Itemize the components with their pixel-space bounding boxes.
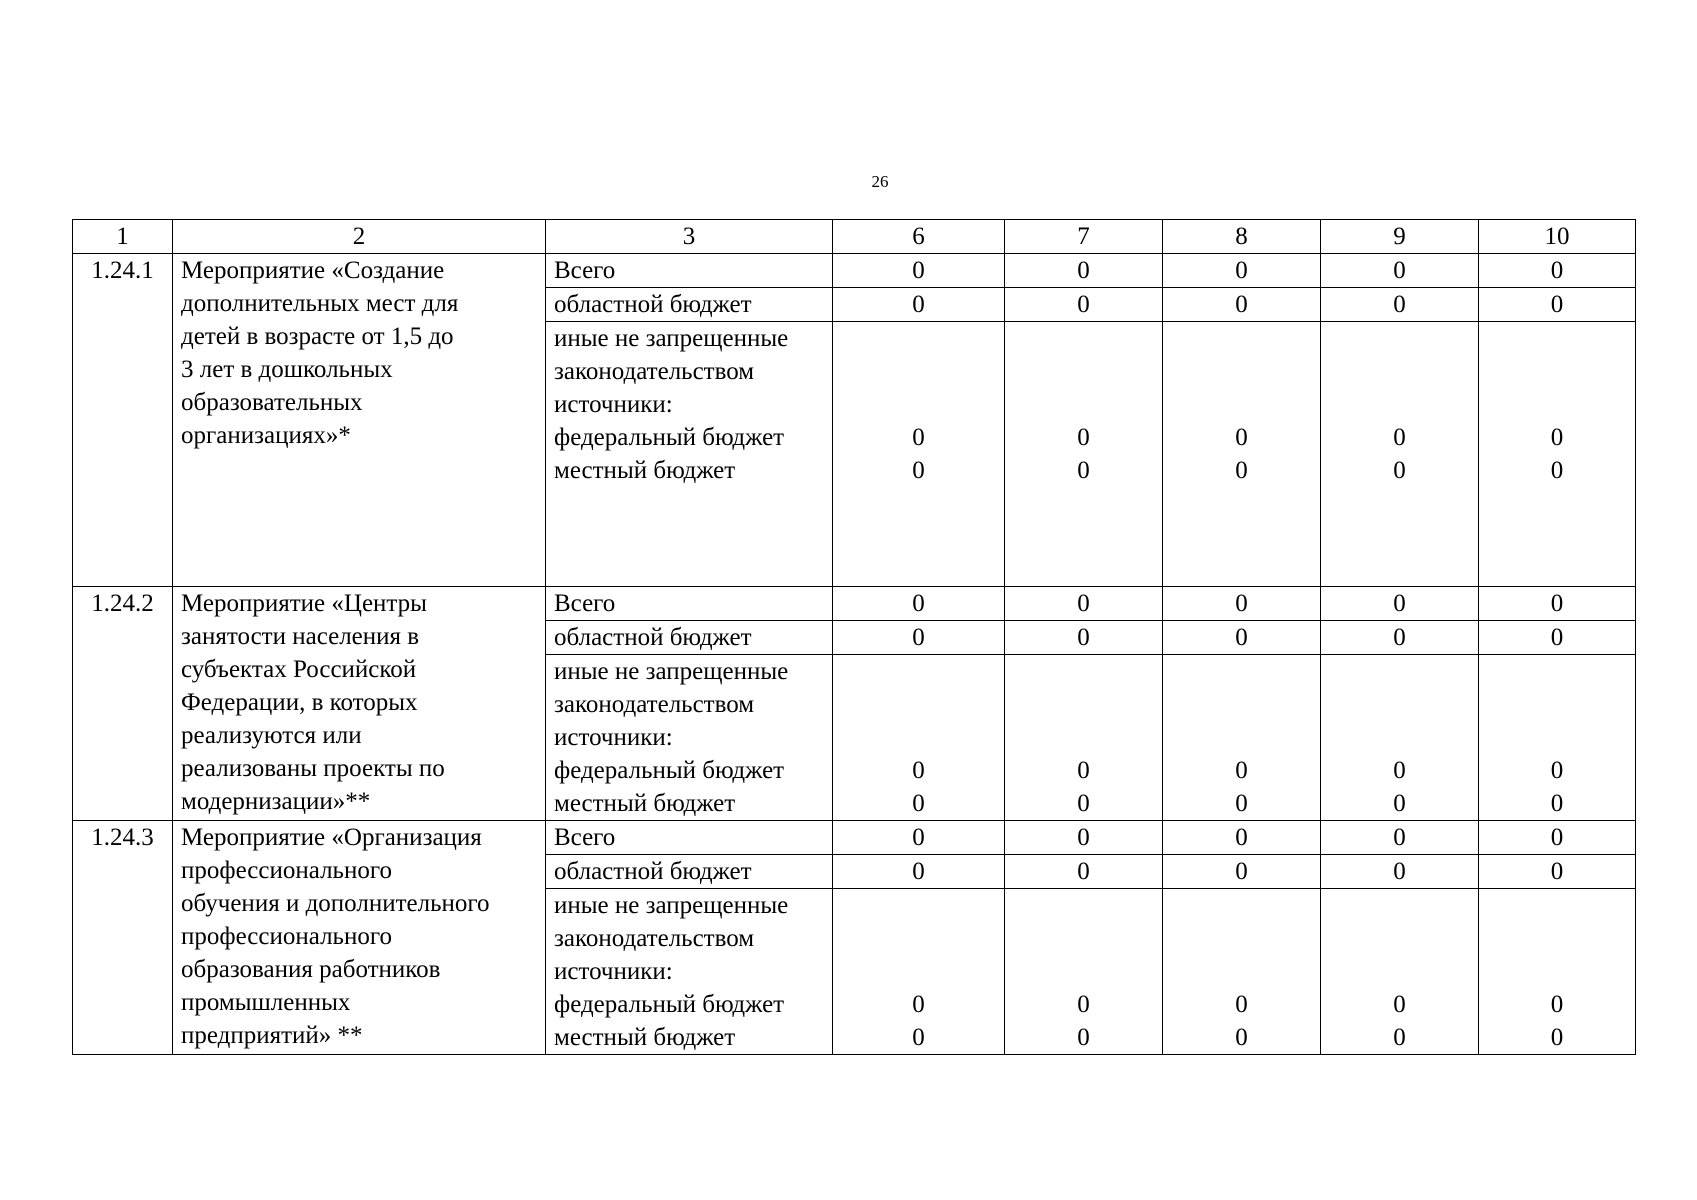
other-sources-values bbox=[1163, 889, 1321, 1055]
total-value: 0 bbox=[1321, 587, 1479, 621]
description-line: дополнительных мест для bbox=[181, 290, 459, 317]
description-line: Федерации, в которых bbox=[181, 689, 418, 716]
federal-budget-value: 0 bbox=[1077, 991, 1090, 1018]
federal-budget-value: 0 bbox=[1393, 424, 1406, 451]
total-value: 0 bbox=[1479, 821, 1636, 855]
regional-budget-value: 0 bbox=[1005, 621, 1163, 655]
local-budget-value: 0 bbox=[1550, 457, 1564, 484]
local-budget-value: 0 bbox=[1550, 1024, 1564, 1051]
column-header: 8 bbox=[1163, 220, 1321, 254]
regional-budget-label: областной бюджет bbox=[546, 288, 833, 322]
budget-table bbox=[72, 219, 1636, 1055]
other-sources-labels bbox=[546, 655, 833, 821]
other-sources-line: иные не запрещенные bbox=[554, 325, 789, 352]
description-line: образования работников bbox=[181, 956, 441, 983]
total-value: 0 bbox=[833, 254, 1005, 288]
regional-budget-value: 0 bbox=[1005, 288, 1163, 322]
other-sources-values bbox=[1321, 655, 1479, 821]
total-row bbox=[73, 254, 1636, 288]
local-budget-label: местный бюджет bbox=[554, 790, 736, 817]
activity-code: 1.24.3 bbox=[73, 821, 173, 1055]
other-sources-values bbox=[1163, 655, 1321, 821]
other-sources-values bbox=[1005, 655, 1163, 821]
total-label: Всего bbox=[546, 821, 833, 855]
description-line: Мероприятие «Организация bbox=[181, 824, 482, 851]
regional-budget-value: 0 bbox=[1321, 288, 1479, 322]
description-line: реализуются или bbox=[181, 722, 362, 749]
total-value: 0 bbox=[1163, 254, 1321, 288]
regional-budget-value: 0 bbox=[1163, 855, 1321, 889]
federal-budget-value: 0 bbox=[1235, 424, 1248, 451]
other-sources-line: иные не запрещенные bbox=[554, 892, 789, 919]
regional-budget-value: 0 bbox=[1163, 621, 1321, 655]
local-budget-value: 0 bbox=[1393, 457, 1406, 484]
federal-budget-value: 0 bbox=[1393, 757, 1406, 784]
description-line: реализованы проекты по bbox=[181, 755, 445, 782]
local-budget-label: местный бюджет bbox=[554, 1024, 736, 1051]
description-line: субъектах Российской bbox=[181, 656, 417, 683]
description-line: модернизации»** bbox=[181, 788, 371, 815]
other-sources-values bbox=[1479, 889, 1636, 1055]
other-sources-values bbox=[1005, 322, 1163, 587]
description-line: промышленных bbox=[181, 989, 351, 1016]
federal-budget-value: 0 bbox=[1550, 757, 1564, 784]
activity-description bbox=[173, 821, 546, 1055]
local-budget-label: местный бюджет bbox=[554, 457, 736, 484]
other-sources-values bbox=[1163, 322, 1321, 587]
federal-budget-value: 0 bbox=[912, 991, 925, 1018]
regional-budget-value: 0 bbox=[1163, 288, 1321, 322]
total-label: Всего bbox=[546, 587, 833, 621]
total-value: 0 bbox=[1321, 821, 1479, 855]
other-sources-values bbox=[1005, 889, 1163, 1055]
description-line: Мероприятие «Центры bbox=[181, 590, 427, 617]
description-line: детей в возрасте от 1,5 до bbox=[181, 323, 454, 350]
column-header: 2 bbox=[173, 220, 546, 254]
description-line: профессионального bbox=[181, 923, 392, 950]
total-value: 0 bbox=[833, 821, 1005, 855]
regional-budget-label: областной бюджет bbox=[546, 621, 833, 655]
federal-budget-value: 0 bbox=[1550, 991, 1564, 1018]
federal-budget-value: 0 bbox=[912, 424, 925, 451]
other-sources-values bbox=[833, 322, 1005, 587]
total-label: Всего bbox=[546, 254, 833, 288]
local-budget-value: 0 bbox=[1235, 457, 1248, 484]
local-budget-value: 0 bbox=[1077, 790, 1090, 817]
column-header: 7 bbox=[1005, 220, 1163, 254]
other-sources-line: иные не запрещенные bbox=[554, 658, 789, 685]
federal-budget-value: 0 bbox=[912, 757, 925, 784]
other-sources-labels bbox=[546, 322, 833, 587]
local-budget-value: 0 bbox=[912, 457, 925, 484]
other-sources-values bbox=[833, 889, 1005, 1055]
other-sources-line: источники: bbox=[554, 724, 673, 751]
description-line: обучения и дополнительного bbox=[181, 890, 490, 917]
federal-budget-label: федеральный бюджет bbox=[554, 757, 785, 784]
column-header: 10 bbox=[1479, 220, 1636, 254]
local-budget-value: 0 bbox=[1235, 1024, 1248, 1051]
total-value: 0 bbox=[1005, 587, 1163, 621]
total-row bbox=[73, 821, 1636, 855]
activity-code: 1.24.2 bbox=[73, 587, 173, 821]
column-header: 9 bbox=[1321, 220, 1479, 254]
federal-budget-value: 0 bbox=[1550, 424, 1564, 451]
description-line: занятости населения в bbox=[181, 623, 420, 650]
total-value: 0 bbox=[1163, 821, 1321, 855]
other-sources-values bbox=[1479, 655, 1636, 821]
description-line: организациях»* bbox=[181, 422, 351, 449]
local-budget-value: 0 bbox=[912, 790, 925, 817]
total-value: 0 bbox=[1005, 254, 1163, 288]
federal-budget-value: 0 bbox=[1077, 757, 1090, 784]
regional-budget-value: 0 bbox=[1479, 855, 1636, 889]
local-budget-value: 0 bbox=[1550, 790, 1564, 817]
description-line: предприятий» ** bbox=[181, 1022, 363, 1049]
federal-budget-value: 0 bbox=[1393, 991, 1406, 1018]
activity-description bbox=[173, 587, 546, 821]
local-budget-value: 0 bbox=[912, 1024, 925, 1051]
total-value: 0 bbox=[1163, 587, 1321, 621]
activity-description bbox=[173, 254, 546, 587]
page-number: 26 bbox=[871, 172, 889, 191]
other-sources-values bbox=[1479, 322, 1636, 587]
total-value: 0 bbox=[1479, 254, 1636, 288]
other-sources-line: источники: bbox=[554, 958, 673, 985]
column-header: 3 bbox=[546, 220, 833, 254]
regional-budget-label: областной бюджет bbox=[546, 855, 833, 889]
other-sources-line: источники: bbox=[554, 391, 673, 418]
regional-budget-value: 0 bbox=[833, 621, 1005, 655]
header-row bbox=[73, 220, 1636, 254]
local-budget-value: 0 bbox=[1077, 1024, 1090, 1051]
description-line: 3 лет в дошкольных bbox=[181, 356, 393, 383]
local-budget-value: 0 bbox=[1393, 1024, 1406, 1051]
federal-budget-label: федеральный бюджет bbox=[554, 424, 785, 451]
other-sources-values bbox=[1321, 889, 1479, 1055]
federal-budget-value: 0 bbox=[1235, 757, 1248, 784]
other-sources-labels bbox=[546, 889, 833, 1055]
regional-budget-value: 0 bbox=[833, 288, 1005, 322]
federal-budget-label: федеральный бюджет bbox=[554, 991, 785, 1018]
description-line: Мероприятие «Создание bbox=[181, 257, 445, 284]
description-line: профессионального bbox=[181, 857, 392, 884]
column-header: 1 bbox=[73, 220, 173, 254]
other-sources-line: законодательством bbox=[554, 358, 755, 385]
other-sources-values bbox=[833, 655, 1005, 821]
federal-budget-value: 0 bbox=[1235, 991, 1248, 1018]
regional-budget-value: 0 bbox=[1321, 855, 1479, 889]
total-value: 0 bbox=[1479, 587, 1636, 621]
regional-budget-value: 0 bbox=[1479, 288, 1636, 322]
local-budget-value: 0 bbox=[1235, 790, 1248, 817]
column-header: 6 bbox=[833, 220, 1005, 254]
local-budget-value: 0 bbox=[1393, 790, 1406, 817]
other-sources-line: законодательством bbox=[554, 691, 755, 718]
other-sources-line: законодательством bbox=[554, 925, 755, 952]
regional-budget-value: 0 bbox=[1479, 621, 1636, 655]
federal-budget-value: 0 bbox=[1077, 424, 1090, 451]
total-value: 0 bbox=[1321, 254, 1479, 288]
total-value: 0 bbox=[833, 587, 1005, 621]
description-line: образовательных bbox=[181, 389, 363, 416]
regional-budget-value: 0 bbox=[1005, 855, 1163, 889]
total-value: 0 bbox=[1005, 821, 1163, 855]
other-sources-values bbox=[1321, 322, 1479, 587]
local-budget-value: 0 bbox=[1077, 457, 1090, 484]
total-row bbox=[73, 587, 1636, 621]
activity-code: 1.24.1 bbox=[73, 254, 173, 587]
regional-budget-value: 0 bbox=[1321, 621, 1479, 655]
regional-budget-value: 0 bbox=[833, 855, 1005, 889]
